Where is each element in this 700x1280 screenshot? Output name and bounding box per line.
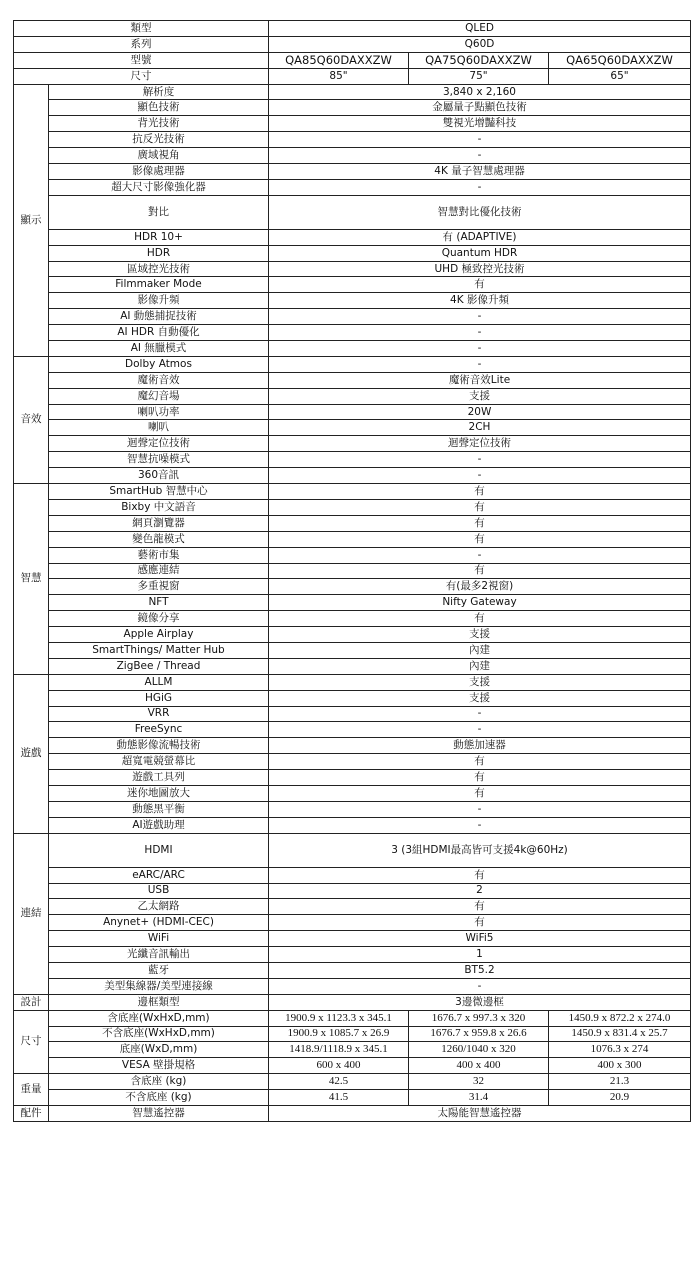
row-value: 有 <box>269 867 691 883</box>
row-value: 智慧對比優化技術 <box>269 195 691 229</box>
row-value: 3,840 x 2,160 <box>269 84 691 100</box>
row-value: - <box>269 978 691 994</box>
row-value: 1450.9 x 872.2 x 274.0 <box>549 1010 691 1026</box>
row-label: 感應連結 <box>49 563 269 579</box>
spec-table <box>13 20 691 1122</box>
category-cell: 智慧 <box>14 484 49 675</box>
row-label: 360音訊 <box>49 468 269 484</box>
row-label: 抗反光技術 <box>49 132 269 148</box>
row-value: 1676.7 x 997.3 x 320 <box>409 1010 549 1026</box>
row-label: 類型 <box>14 21 269 37</box>
table-row <box>14 674 691 690</box>
table-row <box>14 499 691 515</box>
row-label: 智慧抗噪模式 <box>49 452 269 468</box>
row-label: 解析度 <box>49 84 269 100</box>
model-cell: QA75Q60DAXXZW <box>409 52 549 68</box>
table-row <box>14 452 691 468</box>
table-row <box>14 817 691 833</box>
table-row <box>14 436 691 452</box>
table-row <box>14 309 691 325</box>
row-label: Dolby Atmos <box>49 356 269 372</box>
row-label: FreeSync <box>49 722 269 738</box>
row-label: WiFi <box>49 931 269 947</box>
table-row <box>14 84 691 100</box>
row-value: 太陽能智慧遙控器 <box>269 1106 691 1122</box>
table-row <box>14 1010 691 1026</box>
table-row <box>14 100 691 116</box>
table-row <box>14 867 691 883</box>
row-label: ZigBee / Thread <box>49 658 269 674</box>
table-row <box>14 915 691 931</box>
row-value: 有 <box>269 563 691 579</box>
spec-table-body <box>14 21 691 1122</box>
table-row <box>14 341 691 357</box>
row-value: 2 <box>269 883 691 899</box>
row-value: 雙視光增豔科技 <box>269 116 691 132</box>
row-value: 支援 <box>269 627 691 643</box>
row-label: 超寬電競螢幕比 <box>49 754 269 770</box>
table-row <box>14 962 691 978</box>
row-label: USB <box>49 883 269 899</box>
row-label: 鏡像分享 <box>49 611 269 627</box>
table-row <box>14 372 691 388</box>
row-value: 4K 影像升頻 <box>269 293 691 309</box>
row-value: 400 x 400 <box>409 1058 549 1074</box>
row-label: Apple Airplay <box>49 627 269 643</box>
table-row <box>14 994 691 1010</box>
row-label: 動態影像流暢技術 <box>49 738 269 754</box>
row-value: 21.3 <box>549 1074 691 1090</box>
table-row <box>14 1058 691 1074</box>
table-row <box>14 52 691 68</box>
row-label: 尺寸 <box>14 68 269 84</box>
row-label: 底座(WxD,mm) <box>49 1042 269 1058</box>
row-label: VESA 壁掛規格 <box>49 1058 269 1074</box>
row-label: 喇叭功率 <box>49 404 269 420</box>
row-value: 31.4 <box>409 1090 549 1106</box>
row-value: 2CH <box>269 420 691 436</box>
row-label: 智慧遙控器 <box>49 1106 269 1122</box>
row-label: HDMI <box>49 833 269 867</box>
row-value: 有 <box>269 531 691 547</box>
row-label: 迷你地圖放大 <box>49 785 269 801</box>
row-label: 乙太網路 <box>49 899 269 915</box>
row-value: - <box>269 452 691 468</box>
row-value: - <box>269 148 691 164</box>
row-label: 廣域視角 <box>49 148 269 164</box>
row-value: 有 (ADAPTIVE) <box>269 229 691 245</box>
row-label: 遊戲工具列 <box>49 770 269 786</box>
table-row <box>14 642 691 658</box>
row-label: VRR <box>49 706 269 722</box>
table-row <box>14 245 691 261</box>
table-row <box>14 931 691 947</box>
row-label: 魔幻音場 <box>49 388 269 404</box>
table-row <box>14 1026 691 1042</box>
row-value: - <box>269 325 691 341</box>
table-row <box>14 21 691 37</box>
row-label: 不含底座 (kg) <box>49 1090 269 1106</box>
row-value: 動態加速器 <box>269 738 691 754</box>
table-row <box>14 627 691 643</box>
table-row <box>14 132 691 148</box>
row-label: 美型集線器/美型連接線 <box>49 978 269 994</box>
table-row <box>14 547 691 563</box>
table-row <box>14 293 691 309</box>
row-value: 有 <box>269 611 691 627</box>
row-value: 1418.9/1118.9 x 345.1 <box>269 1042 409 1058</box>
row-value: - <box>269 341 691 357</box>
row-label: 背光技術 <box>49 116 269 132</box>
size-cell: 75" <box>409 68 549 84</box>
row-label: AI 無臘模式 <box>49 341 269 357</box>
row-value: QLED <box>269 21 691 37</box>
table-row <box>14 261 691 277</box>
row-label: SmartThings/ Matter Hub <box>49 642 269 658</box>
category-cell: 顯示 <box>14 84 49 356</box>
row-value: 1450.9 x 831.4 x 25.7 <box>549 1026 691 1042</box>
category-cell: 設計 <box>14 994 49 1010</box>
row-label: 影像處理器 <box>49 164 269 180</box>
table-row <box>14 801 691 817</box>
table-row <box>14 36 691 52</box>
row-label: HGiG <box>49 690 269 706</box>
row-label: 喇叭 <box>49 420 269 436</box>
table-row <box>14 706 691 722</box>
row-label: 網頁瀏覽器 <box>49 515 269 531</box>
table-row <box>14 785 691 801</box>
table-row <box>14 195 691 229</box>
row-label: 動態黑平衡 <box>49 801 269 817</box>
row-value: - <box>269 706 691 722</box>
row-value: 1900.9 x 1123.3 x 345.1 <box>269 1010 409 1026</box>
row-label: 魔術音效 <box>49 372 269 388</box>
table-row <box>14 1042 691 1058</box>
row-label: HDR 10+ <box>49 229 269 245</box>
row-value: 600 x 400 <box>269 1058 409 1074</box>
row-label: 藝術市集 <box>49 547 269 563</box>
table-row <box>14 1106 691 1122</box>
row-value: - <box>269 179 691 195</box>
row-label: 對比 <box>49 195 269 229</box>
row-value: 有 <box>269 277 691 293</box>
table-row <box>14 531 691 547</box>
row-label: Filmmaker Mode <box>49 277 269 293</box>
row-label: 變色龍模式 <box>49 531 269 547</box>
row-label: 系列 <box>14 36 269 52</box>
row-value: 支援 <box>269 690 691 706</box>
row-label: 型號 <box>14 52 269 68</box>
table-row <box>14 179 691 195</box>
row-label: 多重視窗 <box>49 579 269 595</box>
table-row <box>14 164 691 180</box>
row-label: HDR <box>49 245 269 261</box>
row-value: 20W <box>269 404 691 420</box>
category-cell: 音效 <box>14 356 49 483</box>
row-value: 32 <box>409 1074 549 1090</box>
row-label: ALLM <box>49 674 269 690</box>
row-value: 1076.3 x 274 <box>549 1042 691 1058</box>
row-value: - <box>269 309 691 325</box>
table-row <box>14 770 691 786</box>
category-cell: 重量 <box>14 1074 49 1106</box>
row-value: - <box>269 468 691 484</box>
row-value: 有(最多2視窗) <box>269 579 691 595</box>
row-label: 邊框類型 <box>49 994 269 1010</box>
model-cell: QA85Q60DAXXZW <box>269 52 409 68</box>
row-label: 含底座 (kg) <box>49 1074 269 1090</box>
table-row <box>14 277 691 293</box>
table-row <box>14 899 691 915</box>
row-value: 金屬量子點顯色技術 <box>269 100 691 116</box>
row-value: 內建 <box>269 642 691 658</box>
row-value: 41.5 <box>269 1090 409 1106</box>
table-row <box>14 978 691 994</box>
row-label: SmartHub 智慧中心 <box>49 484 269 500</box>
row-value: Nifty Gateway <box>269 595 691 611</box>
table-row <box>14 722 691 738</box>
row-value: 有 <box>269 785 691 801</box>
row-value: 魔術音效Lite <box>269 372 691 388</box>
table-row <box>14 515 691 531</box>
table-row <box>14 1090 691 1106</box>
table-row <box>14 754 691 770</box>
table-row <box>14 658 691 674</box>
size-cell: 85" <box>269 68 409 84</box>
table-row <box>14 883 691 899</box>
row-value: 迴聲定位技術 <box>269 436 691 452</box>
row-label: Anynet+ (HDMI-CEC) <box>49 915 269 931</box>
row-value: 有 <box>269 915 691 931</box>
table-row <box>14 68 691 84</box>
row-label: Bixby 中文語音 <box>49 499 269 515</box>
row-value: 有 <box>269 754 691 770</box>
table-row <box>14 229 691 245</box>
row-label: NFT <box>49 595 269 611</box>
table-row <box>14 468 691 484</box>
row-label: 顯色技術 <box>49 100 269 116</box>
row-label: AI HDR 自動優化 <box>49 325 269 341</box>
table-row <box>14 611 691 627</box>
table-row <box>14 325 691 341</box>
table-row <box>14 388 691 404</box>
table-row <box>14 356 691 372</box>
category-cell: 尺寸 <box>14 1010 49 1074</box>
row-label: eARC/ARC <box>49 867 269 883</box>
table-row <box>14 947 691 963</box>
row-value: 42.5 <box>269 1074 409 1090</box>
row-value: WiFi5 <box>269 931 691 947</box>
row-value: 支援 <box>269 388 691 404</box>
row-label: 光纖音訊輸出 <box>49 947 269 963</box>
row-value: - <box>269 356 691 372</box>
table-row <box>14 116 691 132</box>
row-label: 超大尺寸影像強化器 <box>49 179 269 195</box>
model-cell: QA65Q60DAXXZW <box>549 52 691 68</box>
row-label: 不含底座(WxHxD,mm) <box>49 1026 269 1042</box>
table-row <box>14 738 691 754</box>
row-value: 20.9 <box>549 1090 691 1106</box>
row-value: BT5.2 <box>269 962 691 978</box>
table-row <box>14 484 691 500</box>
row-label: 含底座(WxHxD,mm) <box>49 1010 269 1026</box>
row-value: - <box>269 817 691 833</box>
row-value: Q60D <box>269 36 691 52</box>
row-value: 1900.9 x 1085.7 x 26.9 <box>269 1026 409 1042</box>
row-value: 有 <box>269 515 691 531</box>
table-row <box>14 148 691 164</box>
row-value: 1676.7 x 959.8 x 26.6 <box>409 1026 549 1042</box>
row-value: - <box>269 132 691 148</box>
table-row <box>14 579 691 595</box>
row-value: - <box>269 547 691 563</box>
category-cell: 遊戲 <box>14 674 49 833</box>
row-label: 藍牙 <box>49 962 269 978</box>
row-value: 內建 <box>269 658 691 674</box>
table-row <box>14 833 691 867</box>
row-value: 1260/1040 x 320 <box>409 1042 549 1058</box>
row-value: 1 <box>269 947 691 963</box>
row-value: 有 <box>269 770 691 786</box>
category-cell: 連結 <box>14 833 49 994</box>
row-value: UHD 極致控光技術 <box>269 261 691 277</box>
size-cell: 65" <box>549 68 691 84</box>
row-value: 3邊微邊框 <box>269 994 691 1010</box>
row-value: 4K 量子智慧處理器 <box>269 164 691 180</box>
row-label: AI 動態捕捉技術 <box>49 309 269 325</box>
row-value: 有 <box>269 899 691 915</box>
row-label: 迴聲定位技術 <box>49 436 269 452</box>
table-row <box>14 595 691 611</box>
table-row <box>14 1074 691 1090</box>
table-row <box>14 563 691 579</box>
row-value: 3 (3組HDMI最高皆可支援4k@60Hz) <box>269 833 691 867</box>
row-value: - <box>269 801 691 817</box>
row-value: 有 <box>269 499 691 515</box>
row-value: - <box>269 722 691 738</box>
table-row <box>14 690 691 706</box>
row-label: AI遊戲助理 <box>49 817 269 833</box>
row-label: 區域控光技術 <box>49 261 269 277</box>
category-cell: 配件 <box>14 1106 49 1122</box>
row-value: 有 <box>269 484 691 500</box>
row-label: 影像升頻 <box>49 293 269 309</box>
table-row <box>14 404 691 420</box>
table-row <box>14 420 691 436</box>
row-value: 支援 <box>269 674 691 690</box>
row-value: Quantum HDR <box>269 245 691 261</box>
row-value: 400 x 300 <box>549 1058 691 1074</box>
